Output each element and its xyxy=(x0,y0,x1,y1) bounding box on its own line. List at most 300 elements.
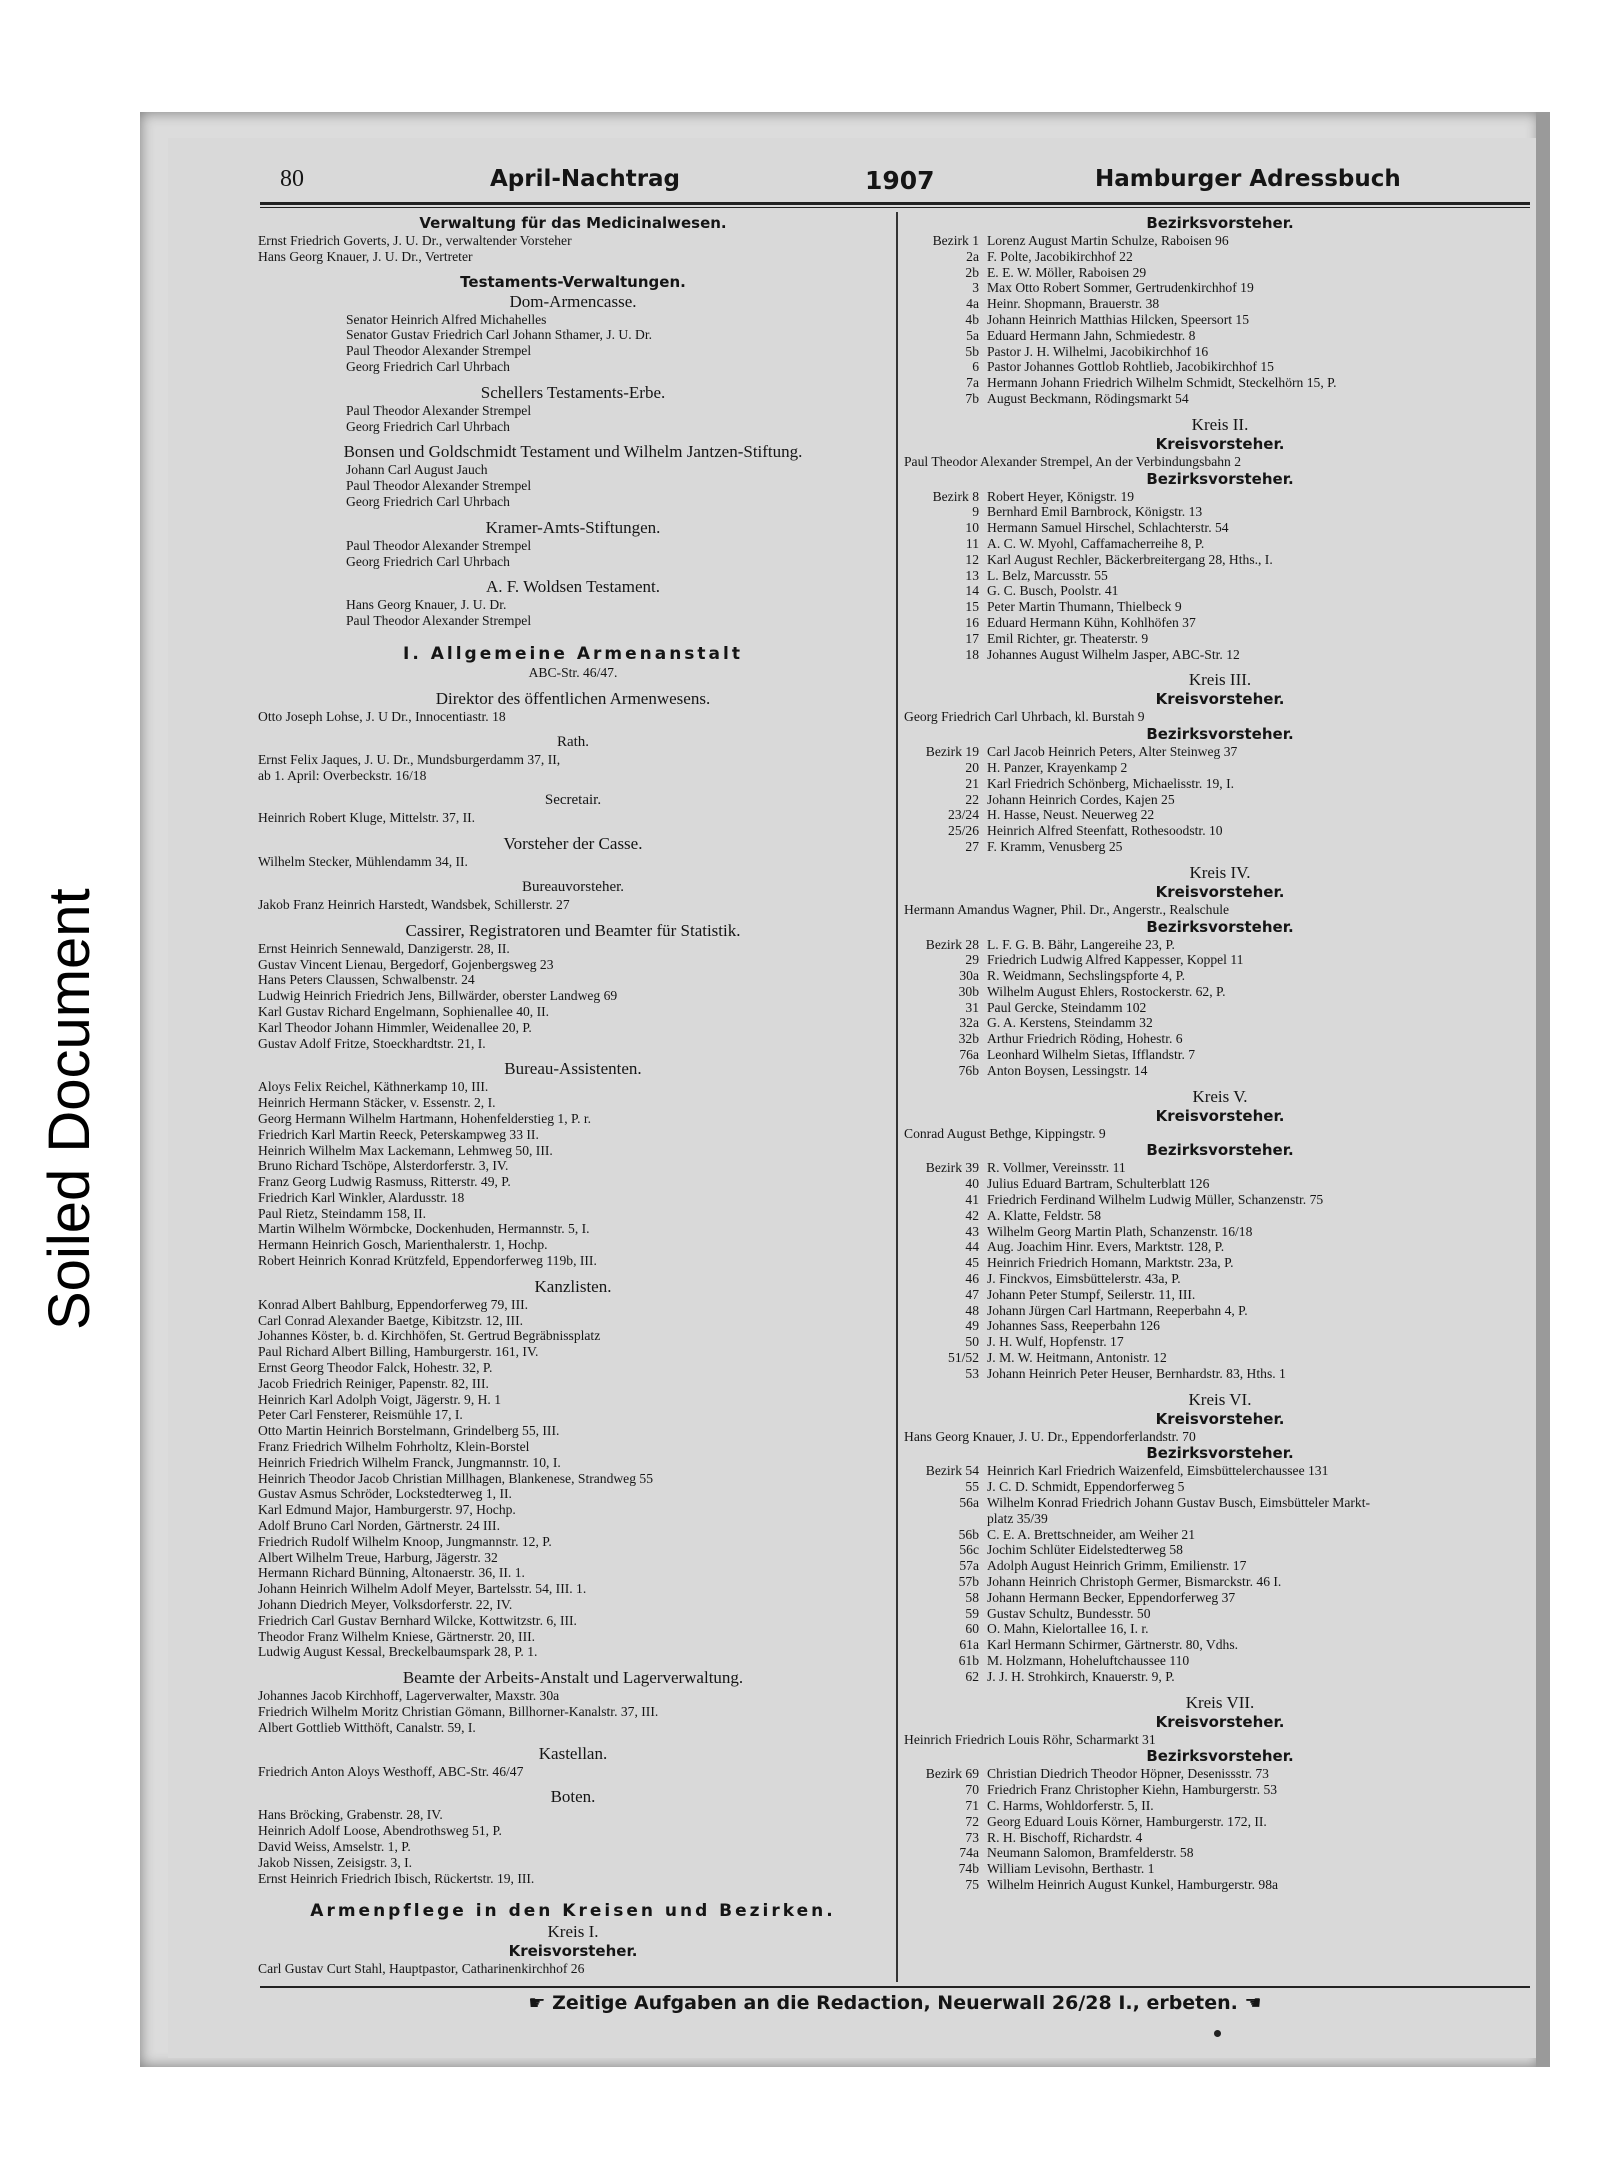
bezirk-row xyxy=(904,968,1536,984)
bezirk-row xyxy=(904,1782,1536,1798)
bezirksvorsteher-heading: Bezirksvorsteher. xyxy=(1146,1141,1294,1160)
bezirk-number: Bezirk 28 xyxy=(925,936,979,952)
bezirk-entry: Johann Jürgen Carl Hartmann, Reeperbahn 4, P. xyxy=(987,1302,1248,1318)
section-address: ABC-Str. 46/47. xyxy=(528,664,618,680)
entry-line: Karl Theodor Johann Himmler, Weidenallee 20, P. xyxy=(258,1019,532,1035)
bezirk-number: 30a xyxy=(959,968,979,984)
bezirk-number: Bezirk 69 xyxy=(925,1766,979,1782)
section-gap xyxy=(258,681,888,689)
bezirk-number: 7b xyxy=(965,390,979,406)
header-rule-thin xyxy=(260,207,1530,208)
section-heading: Armenpflege in den Kreisen und Bezirken. xyxy=(310,1901,836,1922)
bezirk-row xyxy=(904,312,1536,328)
bezirk-row xyxy=(904,1303,1536,1319)
bezirk-number: 18 xyxy=(965,646,979,662)
entry-line: Gustav Vincent Lienau, Bergedorf, Gojenbergsweg 23 xyxy=(258,956,554,972)
bezirk-entry: Bernhard Emil Barnbrock, Königstr. 13 xyxy=(987,504,1203,520)
entry-line: Heinrich Friedrich Wilhelm Franck, Jungmannstr. 10, I. xyxy=(258,1454,561,1470)
section-heading: Testaments-Verwaltungen. xyxy=(460,272,686,291)
bezirk-number: 45 xyxy=(965,1255,979,1271)
bezirk-number: 56a xyxy=(959,1495,979,1511)
bezirk-row xyxy=(904,1766,1536,1782)
entry-line: Paul Theodor Alexander Strempel xyxy=(346,402,532,418)
bezirk-row xyxy=(904,265,1536,281)
bezirk-number: 32b xyxy=(958,1031,979,1047)
kreisvorsteher-heading: Kreisvorsteher. xyxy=(1155,1106,1285,1125)
bezirk-entry: H. Hasse, Neust. Neuerweg 22 xyxy=(987,807,1155,823)
bezirk-row xyxy=(904,1511,1536,1527)
entry-line: Franz Georg Ludwig Rasmuss, Ritterstr. 49, P. xyxy=(258,1174,511,1190)
entry-line: Johann Heinrich Wilhelm Adolf Meyer, Bartelsstr. 54, III. 1. xyxy=(258,1581,587,1597)
bezirk-row xyxy=(904,1527,1536,1543)
bezirk-entry: Gustav Schultz, Bundesstr. 50 xyxy=(987,1605,1151,1621)
entry-line: Karl Gustav Richard Engelmann, Sophienallee 40, II. xyxy=(258,1003,550,1019)
entry-line: Otto Joseph Lohse, J. U Dr., Innocentiastr. 18 xyxy=(258,708,506,724)
kreis-heading: Kreis I. xyxy=(547,1922,599,1942)
kreisvorsteher-heading: Kreisvorsteher. xyxy=(1155,690,1285,709)
kreisvorsteher-name: Hermann Amandus Wagner, Phil. Dr., Angerstr., Realschule xyxy=(904,901,1230,917)
bezirk-entry: C. E. A. Brettschneider, am Weiher 21 xyxy=(987,1526,1196,1542)
bezirk-row xyxy=(904,776,1536,792)
bezirk-entry: Eduard Hermann Jahn, Schmiedestr. 8 xyxy=(987,327,1196,343)
bezirk-row xyxy=(904,1798,1536,1814)
bezirk-entry: Karl August Rechler, Bäckerbreitergang 28, Hths., I. xyxy=(987,551,1273,567)
entry-line: Hans Georg Knauer, J. U. Dr., Vertreter xyxy=(258,248,473,264)
bezirk-number: 14 xyxy=(965,583,979,599)
entry-line: Konrad Albert Bahlburg, Eppendorferweg 79, III. xyxy=(258,1296,529,1312)
bezirk-entry: A. Klatte, Feldstr. 58 xyxy=(987,1207,1102,1223)
section-gap xyxy=(258,913,888,921)
kreisvorsteher-name: Heinrich Friedrich Louis Röhr, Scharmarkt 31 xyxy=(904,1731,1156,1747)
bezirk-row xyxy=(904,1861,1536,1877)
bezirk-row xyxy=(904,1000,1536,1016)
bezirk-row xyxy=(904,599,1536,615)
kreis-heading: Kreis II. xyxy=(1191,414,1249,434)
bezirk-number: Bezirk 19 xyxy=(925,744,979,760)
entry-line: Friedrich Karl Winkler, Alardusstr. 18 xyxy=(258,1189,465,1205)
bezirksvorsteher-heading: Bezirksvorsteher. xyxy=(1146,1747,1294,1766)
bezirk-entry: Peter Martin Thumann, Thielbeck 9 xyxy=(987,599,1182,615)
bezirk-row xyxy=(904,1542,1536,1558)
bezirk-number: 4b xyxy=(965,311,979,327)
kreisvorsteher-name: Hans Georg Knauer, J. U. Dr., Eppendorferlandstr. 70 xyxy=(904,1428,1196,1444)
bezirk-row xyxy=(904,1271,1536,1287)
bezirk-number: 4a xyxy=(966,296,979,312)
section-gap xyxy=(904,1382,1536,1390)
bezirk-number: 31 xyxy=(965,999,979,1015)
bezirk-entry: Leonhard Wilhelm Sietas, Ifflandstr. 7 xyxy=(987,1047,1196,1063)
bezirk-number: Bezirk 1 xyxy=(932,233,979,248)
footer-notice xyxy=(250,1992,1540,2020)
bezirk-entry: L. F. G. B. Bähr, Langereihe 23, P. xyxy=(987,936,1175,952)
bezirk-entry: Georg Eduard Louis Körner, Hamburgerstr. 172, II. xyxy=(987,1813,1267,1829)
bezirk-number: 12 xyxy=(965,551,979,567)
bezirk-number: 71 xyxy=(965,1797,979,1813)
kreisvorsteher-name: Georg Friedrich Carl Uhrbach, kl. Burstah 9 xyxy=(904,709,1145,725)
bezirk-row xyxy=(904,1350,1536,1366)
bezirk-entry: Paul Gercke, Steindamm 102 xyxy=(987,999,1147,1015)
bezirk-entry: J. M. W. Heitmann, Antonistr. 12 xyxy=(987,1350,1167,1366)
entry-line: Georg Friedrich Carl Uhrbach xyxy=(346,493,510,509)
bezirk-number: 6 xyxy=(972,359,979,375)
entry-line: Paul Richard Albert Billing, Hamburgerstr. 161, IV. xyxy=(258,1344,539,1360)
bezirk-number: 57a xyxy=(959,1558,979,1574)
bezirk-row xyxy=(904,1318,1536,1334)
bezirk-entry: Wilhelm Konrad Friedrich Johann Gustav Busch, Eimsbütteler Markt- xyxy=(987,1495,1371,1511)
bezirksvorsteher-heading: Bezirksvorsteher. xyxy=(1146,725,1294,744)
bezirk-entry: Lorenz August Martin Schulze, Raboisen 96 xyxy=(987,233,1229,248)
bezirk-entry: L. Belz, Marcusstr. 55 xyxy=(987,567,1108,583)
entry-line: Hermann Richard Bünning, Altonaerstr. 36, II. 1. xyxy=(258,1565,525,1581)
bezirk-entry: Julius Eduard Bartram, Schulterblatt 126 xyxy=(987,1176,1210,1192)
bezirk-number: 20 xyxy=(965,759,979,775)
bezirk-entry: M. Holzmann, Hoheluftchaussee 110 xyxy=(987,1652,1190,1668)
bezirk-number: 2b xyxy=(965,264,979,280)
bezirk-entry: R. Vollmer, Vereinsstr. 11 xyxy=(987,1160,1126,1176)
bezirksvorsteher-heading: Bezirksvorsteher. xyxy=(1146,469,1294,488)
bezirk-entry: Wilhelm Georg Martin Plath, Schanzenstr. 16/18 xyxy=(987,1223,1253,1239)
bezirk-entry: Friedrich Ludwig Alfred Kappesser, Koppel 11 xyxy=(987,952,1244,968)
bezirk-number: 21 xyxy=(965,775,979,791)
section-heading: Cassirer, Registratoren und Beamter für Statistik. xyxy=(405,920,741,940)
bezirk-row xyxy=(904,328,1536,344)
entry-line: Friedrich Rudolf Wilhelm Knoop, Jungmannstr. 12, P. xyxy=(258,1533,552,1549)
bezirk-number: 30b xyxy=(958,983,979,999)
section-heading: I. Allgemeine Armenanstalt xyxy=(403,643,743,664)
kreis-heading: Kreis III. xyxy=(1188,670,1252,690)
section-gap xyxy=(904,855,1536,863)
bezirk-entry: Emil Richter, gr. Theaterstr. 9 xyxy=(987,630,1149,646)
section-heading: Bureau-Assistenten. xyxy=(504,1059,642,1079)
header-year: 1907 xyxy=(865,166,935,195)
entry-line: Gustav Asmus Schröder, Lockstedterweg 1, II. xyxy=(258,1486,512,1502)
bezirk-row xyxy=(904,1160,1536,1176)
section-gap xyxy=(258,569,888,577)
bezirk-entry: Jochim Schlüter Eidelstedterweg 58 xyxy=(987,1542,1183,1558)
footer-text: Zeitige Aufgaben an die Redaction, Neuerwall 26/28 I., erbeten. xyxy=(552,1992,1238,2014)
bezirk-entry: Anton Boysen, Lessingstr. 14 xyxy=(987,1062,1148,1078)
kreisvorsteher-heading: Kreisvorsteher. xyxy=(1155,1409,1285,1428)
section-gap xyxy=(258,375,888,383)
bezirk-number: 27 xyxy=(965,838,979,854)
entry-line: Gustav Adolf Fritze, Stoeckhardtstr. 21, I. xyxy=(258,1035,486,1051)
kreis-heading: Kreis VI. xyxy=(1188,1389,1252,1409)
bezirk-entry: Johann Hermann Becker, Eppendorferweg 37 xyxy=(987,1589,1236,1605)
entry-line: Hans Peters Claussen, Schwalbenstr. 24 xyxy=(258,972,475,988)
bezirk-row xyxy=(904,1558,1536,1574)
bezirk-number: 44 xyxy=(965,1239,979,1255)
bezirksvorsteher-heading: Bezirksvorsteher. xyxy=(1146,1444,1294,1463)
bezirk-row xyxy=(904,1669,1536,1685)
left-column xyxy=(258,214,888,1977)
section-gap xyxy=(258,434,888,442)
bezirk-number: 23/24 xyxy=(948,807,979,823)
section-gap xyxy=(904,407,1536,415)
bezirk-number: 42 xyxy=(965,1207,979,1223)
bezirk-number: 57b xyxy=(958,1574,979,1589)
entry-line: Jakob Franz Heinrich Harstedt, Wandsbek, Schillerstr. 27 xyxy=(258,896,570,912)
entry-line: Johannes Köster, b. d. Kirchhöfen, St. Gertrud Begräbnissplatz xyxy=(258,1328,601,1344)
entry-line: Albert Gottlieb Witthöft, Canalstr. 59, I. xyxy=(258,1719,476,1735)
kreisvorsteher-name: Paul Theodor Alexander Strempel, An der Verbindungsbahn 2 xyxy=(904,453,1242,469)
section-heading: Beamte der Arbeits-Anstalt und Lagerverwaltung. xyxy=(402,1668,744,1688)
entry-line: Heinrich Theodor Jacob Christian Millhagen, Blankenese, Strandweg 55 xyxy=(258,1470,654,1486)
bezirk-number: 3 xyxy=(972,280,979,296)
bezirk-number: 56c xyxy=(959,1542,979,1558)
bezirk-row xyxy=(904,937,1536,953)
right-column xyxy=(904,214,1536,1893)
section-gap xyxy=(258,1779,888,1787)
bezirk-number: Bezirk 8 xyxy=(932,488,979,504)
bezirk-entry: J. Finckvos, Eimsbüttelerstr. 43a, P. xyxy=(987,1271,1181,1287)
bezirk-number: 61a xyxy=(959,1637,979,1653)
section-gap xyxy=(258,265,888,273)
bezirk-entry: Heinrich Alfred Steenfatt, Rothesoodstr. 10 xyxy=(987,823,1223,839)
entry-line: Carl Conrad Alexander Baetge, Kibitzstr. 12, III. xyxy=(258,1312,524,1328)
section-gap xyxy=(258,510,888,518)
entry-line: Ernst Heinrich Friedrich Ibisch, Rückertstr. 19, III. xyxy=(258,1870,535,1886)
bezirk-entry: Friedrich Ferdinand Wilhelm Ludwig Müller, Schanzenstr. 75 xyxy=(987,1192,1324,1208)
entry-line: Friedrich Anton Aloys Westhoff, ABC-Str. 46/47 xyxy=(258,1763,524,1779)
section-gap xyxy=(258,1660,888,1668)
ink-dot xyxy=(1214,2030,1221,2037)
bezirk-entry: A. C. W. Myohl, Caffamacherreihe 8, P. xyxy=(987,535,1205,551)
bezirk-row xyxy=(904,1208,1536,1224)
bezirk-number: 76a xyxy=(959,1047,979,1063)
pointing-hand-left-icon: ☛ xyxy=(528,1992,546,2014)
bezirk-row xyxy=(904,1463,1536,1479)
entry-line: Ernst Felix Jaques, J. U. Dr., Mundsburgerdamm 37, II, xyxy=(258,751,561,767)
bezirk-number: 15 xyxy=(965,599,979,615)
entry-line: Adolf Bruno Carl Norden, Gärtnerstr. 24 III. xyxy=(258,1518,500,1534)
entry-line: Johannes Jacob Kirchhoff, Lagerverwalter, Maxstr. 30a xyxy=(258,1688,560,1704)
entry-line: Martin Wilhelm Wörmbcke, Dockenhuden, Hermannstr. 5, I. xyxy=(258,1221,590,1237)
entry-line: Karl Edmund Major, Hamburgerstr. 97, Hochp. xyxy=(258,1502,516,1518)
soiled-document-watermark: Soiled Document xyxy=(37,888,102,1330)
bezirk-entry: Johannes August Wilhelm Jasper, ABC-Str. 12 xyxy=(987,646,1240,662)
bezirk-row xyxy=(904,615,1536,631)
bezirk-number: 51/52 xyxy=(948,1350,979,1366)
bezirk-number: 58 xyxy=(965,1589,979,1605)
bezirk-entry: J. H. Wulf, Hopfenstr. 17 xyxy=(987,1334,1124,1350)
section-heading: Bonsen und Goldschmidt Testament und Wilhelm Jantzen-Stiftung. xyxy=(343,442,803,462)
bezirk-number: 7a xyxy=(966,375,979,391)
bezirk-entry: E. E. W. Möller, Raboisen 29 xyxy=(987,264,1147,280)
bezirk-entry: C. Harms, Wohldorferstr. 5, II. xyxy=(987,1797,1154,1813)
bezirk-row xyxy=(904,1574,1536,1590)
section-gap xyxy=(904,1685,1536,1693)
entry-line: Robert Heinrich Konrad Krützfeld, Eppendorferweg 119b, III. xyxy=(258,1253,597,1269)
bezirk-entry: F. Polte, Jacobikirchhof 22 xyxy=(987,248,1133,264)
bezirk-row xyxy=(904,1845,1536,1861)
entry-line: Friedrich Karl Martin Reeck, Peterskampweg 33 II. xyxy=(258,1126,539,1142)
bezirk-row xyxy=(904,1479,1536,1495)
bezirk-entry: Heinr. Shopmann, Brauerstr. 38 xyxy=(987,296,1160,312)
bezirk-row xyxy=(904,1255,1536,1271)
bezirk-row xyxy=(904,1621,1536,1637)
bezirk-row xyxy=(904,1176,1536,1192)
section-heading: Bureauvorsteher. xyxy=(521,878,625,895)
bezirk-entry: Wilhelm August Ehlers, Rostockerstr. 62, P. xyxy=(987,983,1226,999)
bezirk-number: 55 xyxy=(965,1479,979,1495)
bezirk-number: 59 xyxy=(965,1605,979,1621)
bezirk-number xyxy=(904,1511,987,1527)
bezirk-entry: Hermann Samuel Hirschel, Schlachterstr. 54 xyxy=(987,520,1229,536)
page-header xyxy=(250,162,1540,202)
entry-line: Georg Friedrich Carl Uhrbach xyxy=(346,358,510,374)
bezirk-number: 70 xyxy=(965,1782,979,1798)
bezirksvorsteher-heading: Bezirksvorsteher. xyxy=(1146,917,1294,936)
bezirk-number: 49 xyxy=(965,1318,979,1334)
bezirk-row xyxy=(904,823,1536,839)
bezirk-entry: Christian Diedrich Theodor Höpner, Desenissstr. 73 xyxy=(987,1766,1269,1782)
bezirk-number: 72 xyxy=(965,1813,979,1829)
page-number: 80 xyxy=(280,166,304,192)
bezirk-entry: J. J. H. Strohkirch, Knauerstr. 9, P. xyxy=(987,1668,1175,1684)
bezirk-number: 56b xyxy=(958,1526,979,1542)
bezirk-row xyxy=(904,280,1536,296)
entry-line: Paul Theodor Alexander Strempel xyxy=(346,537,532,553)
bezirk-row xyxy=(904,1637,1536,1653)
entry-line: Ernst Friedrich Goverts, J. U. Dr., verwaltender Vorsteher xyxy=(258,233,572,248)
section-gap xyxy=(258,1269,888,1277)
section-heading: Direktor des öffentlichen Armenwesens. xyxy=(435,688,711,708)
bezirk-row xyxy=(904,1015,1536,1031)
bezirk-row xyxy=(904,952,1536,968)
section-gap xyxy=(258,783,888,791)
bezirk-number: 5a xyxy=(966,327,979,343)
section-gap xyxy=(258,1736,888,1744)
section-gap xyxy=(258,725,888,733)
pointing-hand-right-icon: ☚ xyxy=(1244,1992,1262,2014)
bezirk-entry: Adolph August Heinrich Grimm, Emilienstr. 17 xyxy=(987,1558,1247,1574)
entry-line: Carl Gustav Curt Stahl, Hauptpastor, Catharinenkirchhof 26 xyxy=(258,1961,585,1977)
section-gap xyxy=(258,870,888,878)
entry-line: Albert Wilhelm Treue, Harburg, Jägerstr. 32 xyxy=(258,1549,498,1565)
section-gap xyxy=(258,629,888,643)
bezirk-row xyxy=(904,744,1536,760)
bezirk-number: 25/26 xyxy=(948,823,979,839)
bezirksvorsteher-heading: Bezirksvorsteher. xyxy=(1146,214,1294,232)
kreisvorsteher-heading: Kreisvorsteher. xyxy=(1155,434,1285,453)
entry-line: Ludwig Heinrich Friedrich Jens, Billwärder, oberster Landweg 69 xyxy=(258,988,618,1004)
bezirk-row xyxy=(904,1590,1536,1606)
bezirk-row xyxy=(904,1031,1536,1047)
bezirk-number: 74a xyxy=(959,1845,979,1861)
kreisvorsteher-heading: Kreisvorsteher. xyxy=(1155,882,1285,901)
bezirk-entry: Johann Heinrich Matthias Hilcken, Speersort 15 xyxy=(987,311,1249,327)
bezirk-number: 11 xyxy=(965,535,979,551)
scan-right-edge xyxy=(1536,112,1550,2067)
entry-line: Georg Friedrich Carl Uhrbach xyxy=(346,418,510,434)
bezirk-entry: Pastor J. H. Wilhelmi, Jacobikirchhof 16 xyxy=(987,343,1209,359)
section-heading: Kramer-Amts-Stiftungen. xyxy=(485,517,661,537)
entry-line: Georg Friedrich Carl Uhrbach xyxy=(346,553,510,569)
bezirk-row xyxy=(904,249,1536,265)
entry-line: Ernst Georg Theodor Falck, Hohestr. 32, P. xyxy=(258,1360,493,1376)
bezirk-entry: Neumann Salomon, Bramfelderstr. 58 xyxy=(987,1845,1194,1861)
bezirk-entry: Heinrich Karl Friedrich Waizenfeld, Eimsbüttelerchaussee 131 xyxy=(987,1463,1329,1479)
entry-line: Paul Rietz, Steindamm 158, II. xyxy=(258,1205,427,1221)
bezirk-number: 29 xyxy=(965,952,979,968)
header-left-title: April-Nachtrag xyxy=(490,166,681,192)
entry-line: Georg Hermann Wilhelm Hartmann, Hohenfelderstieg 1, P. r. xyxy=(258,1110,592,1126)
bezirk-row xyxy=(904,520,1536,536)
bezirk-entry: Karl Hermann Schirmer, Gärtnerstr. 80, Vdhs. xyxy=(987,1637,1239,1653)
bezirk-row xyxy=(904,1495,1536,1511)
bezirk-row xyxy=(904,647,1536,663)
section-heading: Schellers Testaments-Erbe. xyxy=(480,382,666,402)
bezirk-entry: H. Panzer, Krayenkamp 2 xyxy=(987,759,1128,775)
bezirk-number: 22 xyxy=(965,791,979,807)
entry-line: Heinrich Wilhelm Max Lackemann, Lehmweg 50, III. xyxy=(258,1142,553,1158)
bezirk-entry: G. C. Busch, Poolstr. 41 xyxy=(987,583,1119,599)
entry-line: Ernst Heinrich Sennewald, Danzigerstr. 28, II. xyxy=(258,940,510,956)
section-gap xyxy=(258,826,888,834)
bezirk-number: 50 xyxy=(965,1334,979,1350)
entry-line: Peter Carl Fensterer, Reismühle 17, I. xyxy=(258,1407,463,1423)
bezirk-row xyxy=(904,1877,1536,1893)
bezirk-entry: Friedrich Franz Christopher Kiehn, Hamburgerstr. 53 xyxy=(987,1782,1278,1798)
footer-rule xyxy=(260,1986,1530,1988)
bezirk-row xyxy=(904,391,1536,407)
bezirk-number: 16 xyxy=(965,614,979,630)
entry-line: Aloys Felix Reichel, Käthnerkamp 10, III. xyxy=(258,1079,489,1095)
bezirk-number: 41 xyxy=(965,1192,979,1208)
bezirk-number: 17 xyxy=(965,630,979,646)
bezirk-row xyxy=(904,1653,1536,1669)
section-gap xyxy=(258,1886,888,1900)
bezirk-number: Bezirk 54 xyxy=(925,1463,979,1479)
section-heading: Secretair. xyxy=(544,792,602,809)
bezirk-entry: Wilhelm Heinrich August Kunkel, Hamburgerstr. 98a xyxy=(987,1876,1279,1892)
bezirk-number: 13 xyxy=(965,567,979,583)
entry-line: Senator Heinrich Alfred Michahelles xyxy=(346,311,547,327)
bezirk-entry: Pastor Johannes Gottlob Rohtlieb, Jacobikirchhof 15 xyxy=(987,359,1274,375)
entry-line: Ludwig August Kessal, Breckelbaumspark 28, P. 1. xyxy=(258,1644,538,1660)
section-heading: Boten. xyxy=(550,1787,596,1807)
kreis-heading: Kreis VII. xyxy=(1185,1692,1255,1712)
bezirk-row xyxy=(904,760,1536,776)
bezirk-entry: William Levisohn, Berthastr. 1 xyxy=(987,1861,1155,1877)
bezirk-number: 9 xyxy=(972,504,979,520)
section-gap xyxy=(258,1051,888,1059)
bezirk-entry: F. Kramm, Venusberg 25 xyxy=(987,838,1123,854)
kreis-heading: Kreis IV. xyxy=(1189,862,1251,882)
bezirk-row xyxy=(904,1814,1536,1830)
bezirk-entry: J. C. D. Schmidt, Eppendorferweg 5 xyxy=(987,1479,1185,1495)
bezirk-entry: Robert Heyer, Königstr. 19 xyxy=(987,488,1135,504)
bezirk-entry: Carl Jacob Heinrich Peters, Alter Steinweg 37 xyxy=(987,744,1238,760)
entry-line: Heinrich Hermann Stäcker, v. Essenstr. 2, I. xyxy=(258,1095,496,1111)
entry-line: Heinrich Karl Adolph Voigt, Jägerstr. 9, H. 1 xyxy=(258,1391,502,1407)
entry-line: Hermann Heinrich Gosch, Marienthalerstr. 1, Hochp. xyxy=(258,1237,548,1253)
column-divider xyxy=(896,212,898,1982)
entry-line: Johann Carl August Jauch xyxy=(346,462,488,478)
bezirk-row xyxy=(904,233,1536,249)
header-rule-thick xyxy=(260,202,1530,205)
entry-line: Friedrich Wilhelm Moritz Christian Gömann, Billhorner-Kanalstr. 37, III. xyxy=(258,1704,659,1719)
bezirk-number: 5b xyxy=(965,343,979,359)
bezirk-number: 75 xyxy=(965,1876,979,1892)
section-subheading: Dom-Armencasse. xyxy=(509,291,637,311)
bezirk-row xyxy=(904,489,1536,505)
section-heading: A. F. Woldsen Testament. xyxy=(486,577,660,597)
entry-line: ab 1. April: Overbeckstr. 16/18 xyxy=(258,767,427,783)
bezirk-number: 73 xyxy=(965,1829,979,1845)
entry-line: Franz Friedrich Wilhelm Fohrholtz, Klein-Borstel xyxy=(258,1439,530,1455)
entry-line: Wilhelm Stecker, Mühlendamm 34, II. xyxy=(258,854,468,870)
